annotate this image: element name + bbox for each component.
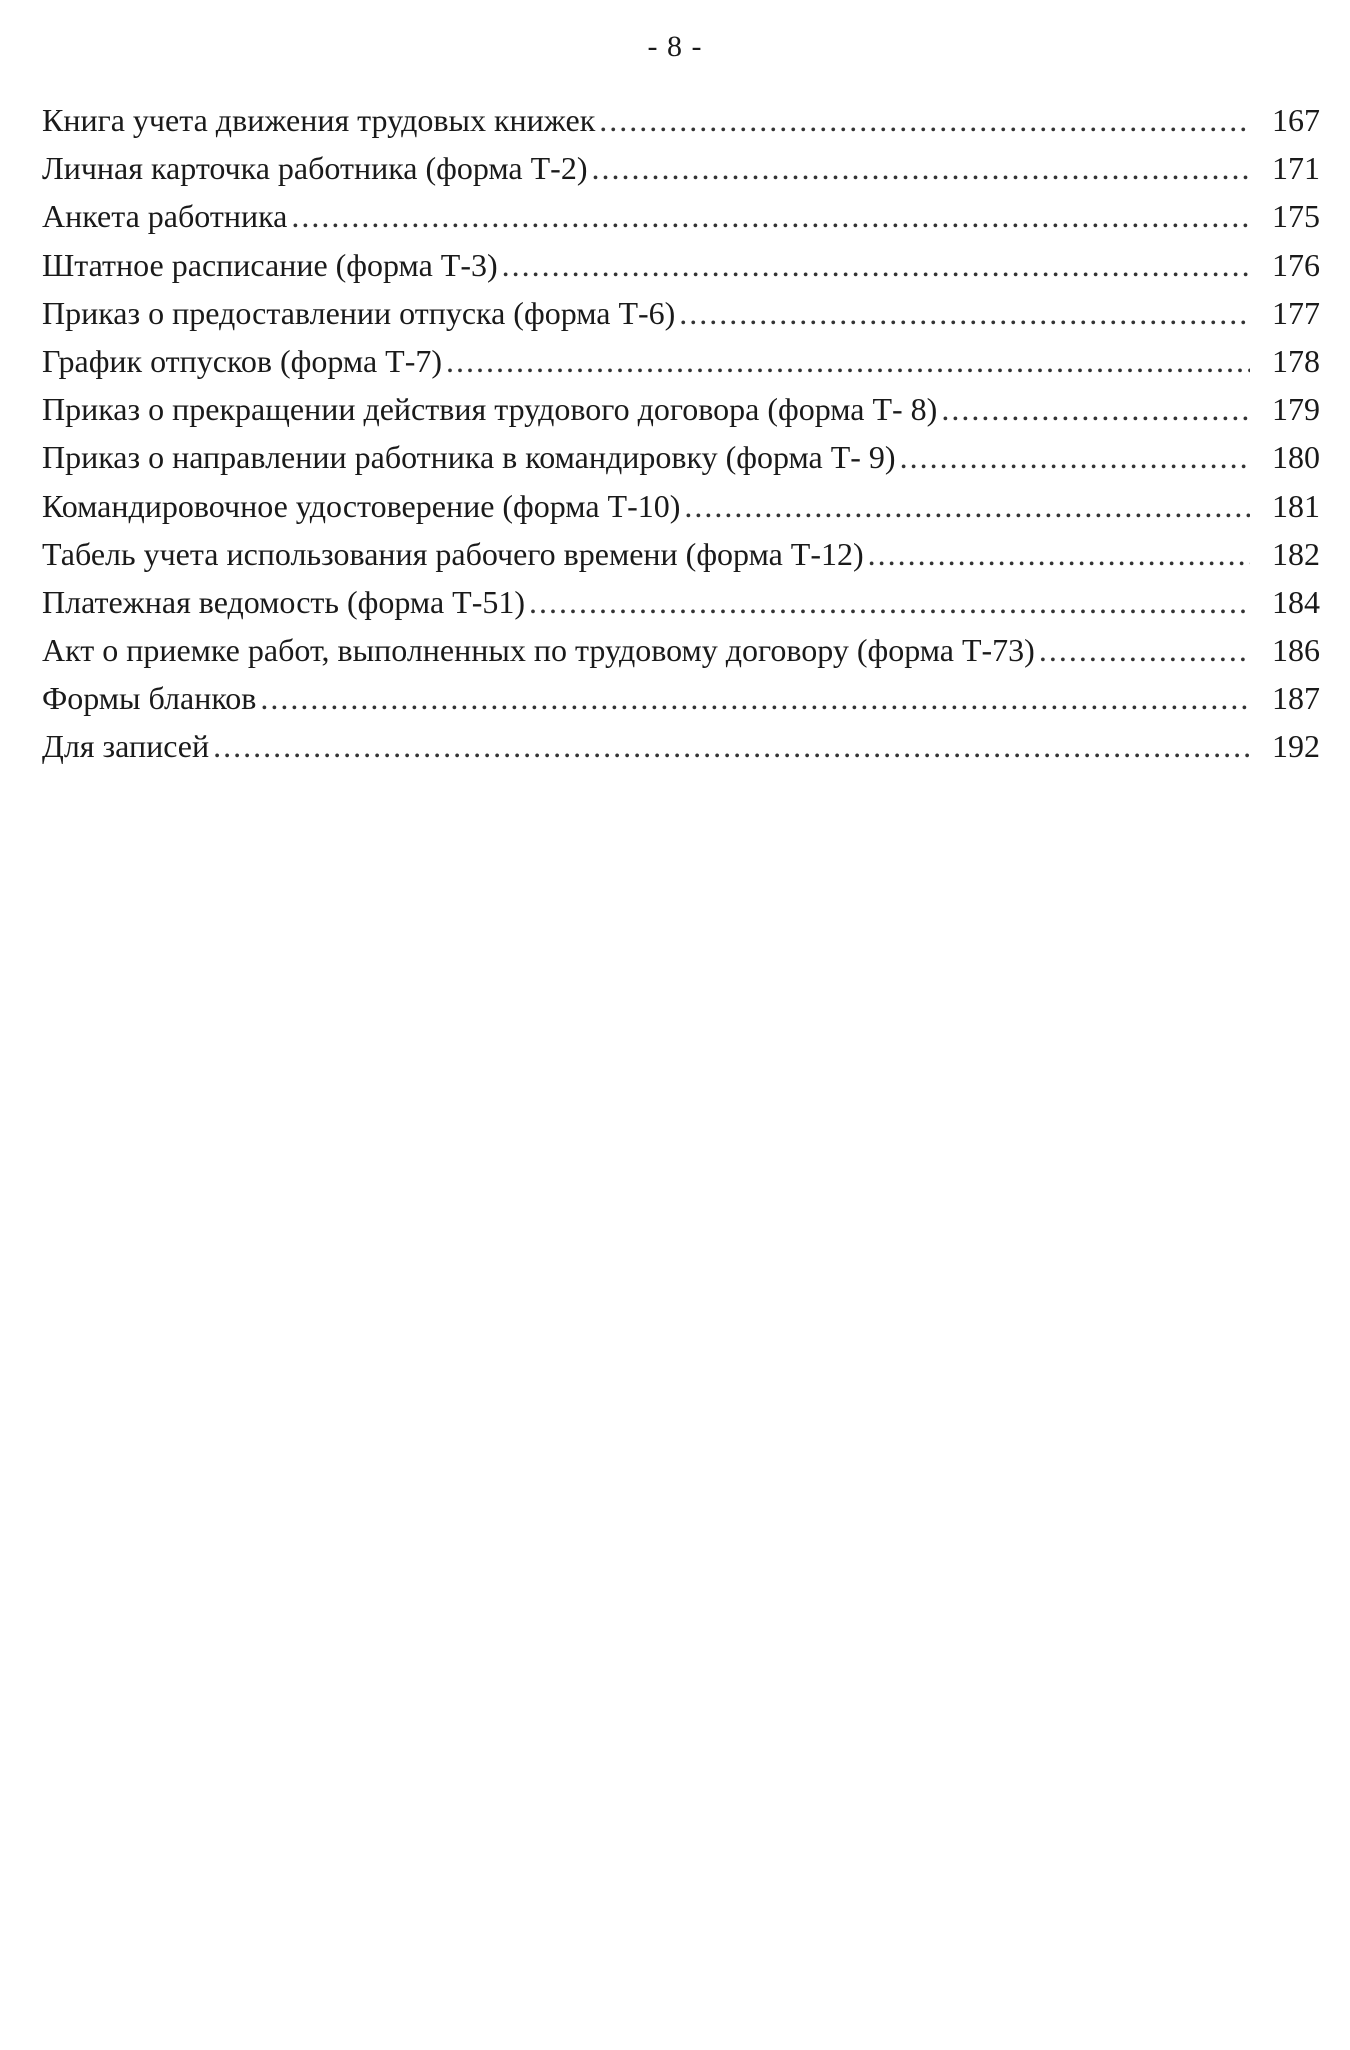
toc-entry[interactable] (42, 289, 1320, 337)
toc-entry-page: 167 (1272, 102, 1320, 138)
toc-dot-leader (502, 241, 1250, 289)
toc-entry-title: Формы бланков (42, 680, 257, 717)
toc-entry-page: 182 (1272, 535, 1320, 572)
toc-entry-title: Платежная ведомость (форма Т-51) (42, 583, 525, 620)
toc-dot-leader (684, 482, 1250, 530)
toc-dot-leader (1039, 626, 1250, 674)
toc-entry-title: График отпусков (форма Т-7) (42, 342, 443, 379)
toc-entry[interactable] (42, 385, 1320, 433)
toc-dot-leader (679, 289, 1250, 337)
toc-entry[interactable] (42, 241, 1320, 289)
toc-entry-title: Для записей (42, 728, 210, 765)
toc-entry-title: Командировочное удостоверение (форма Т-10) (42, 487, 681, 524)
toc-entry-page: 176 (1272, 246, 1320, 283)
table-of-contents (42, 96, 1320, 771)
toc-dot-leader (599, 96, 1250, 144)
toc-dot-leader (446, 337, 1250, 385)
toc-entry-page: 178 (1272, 342, 1320, 379)
toc-dot-leader (213, 722, 1250, 770)
toc-entry-page: 186 (1272, 632, 1320, 669)
toc-dot-leader (591, 144, 1250, 192)
toc-entry-page: 192 (1272, 728, 1320, 765)
toc-dot-leader (868, 530, 1250, 578)
toc-entry-title: Личная карточка работника (форма Т-2) (42, 150, 588, 187)
toc-entry-page: 184 (1272, 583, 1320, 620)
toc-dot-leader (941, 385, 1250, 433)
toc-entry-page: 175 (1272, 198, 1320, 235)
toc-entry[interactable] (42, 433, 1320, 481)
toc-entry-title: Штатное расписание (форма Т-3) (42, 246, 498, 283)
toc-entry[interactable] (42, 337, 1320, 385)
toc-dot-leader (260, 674, 1250, 722)
toc-entry[interactable] (42, 674, 1320, 722)
toc-entry-title: Табель учета использования рабочего времени (форма Т-12) (42, 535, 864, 572)
toc-entry[interactable] (42, 578, 1320, 626)
toc-entry-page: 181 (1272, 487, 1320, 524)
toc-entry[interactable] (42, 144, 1320, 192)
toc-entry[interactable] (42, 626, 1320, 674)
toc-entry-title: Приказ о направлении работника в командировку (форма Т- 9) (42, 439, 896, 476)
toc-entry-page: 177 (1272, 294, 1320, 331)
toc-entry[interactable] (42, 192, 1320, 240)
toc-entry-title: Приказ о предоставлении отпуска (форма Т-6) (42, 294, 676, 331)
page-number: - 8 - (647, 30, 703, 63)
toc-entry-page: 187 (1272, 680, 1320, 717)
toc-dot-leader (291, 192, 1250, 240)
toc-entry[interactable] (42, 482, 1320, 530)
toc-entry-page: 179 (1272, 391, 1320, 428)
toc-dot-leader (900, 433, 1250, 481)
toc-entry-title: Анкета работника (42, 198, 288, 235)
toc-entry-title: Приказ о прекращении действия трудового договора (форма Т- 8) (42, 391, 938, 428)
toc-entry-title: Книга учета движения трудовых книжек (42, 102, 596, 138)
toc-entry-title: Акт о приемке работ, выполненных по трудовому договору (форма Т-73) (42, 632, 1035, 669)
toc-dot-leader (529, 578, 1250, 626)
toc-entry[interactable] (42, 530, 1320, 578)
toc-entry[interactable] (42, 722, 1320, 770)
toc-entry-page: 180 (1272, 439, 1320, 476)
toc-entry[interactable] (42, 96, 1320, 144)
toc-entry-page: 171 (1272, 150, 1320, 187)
